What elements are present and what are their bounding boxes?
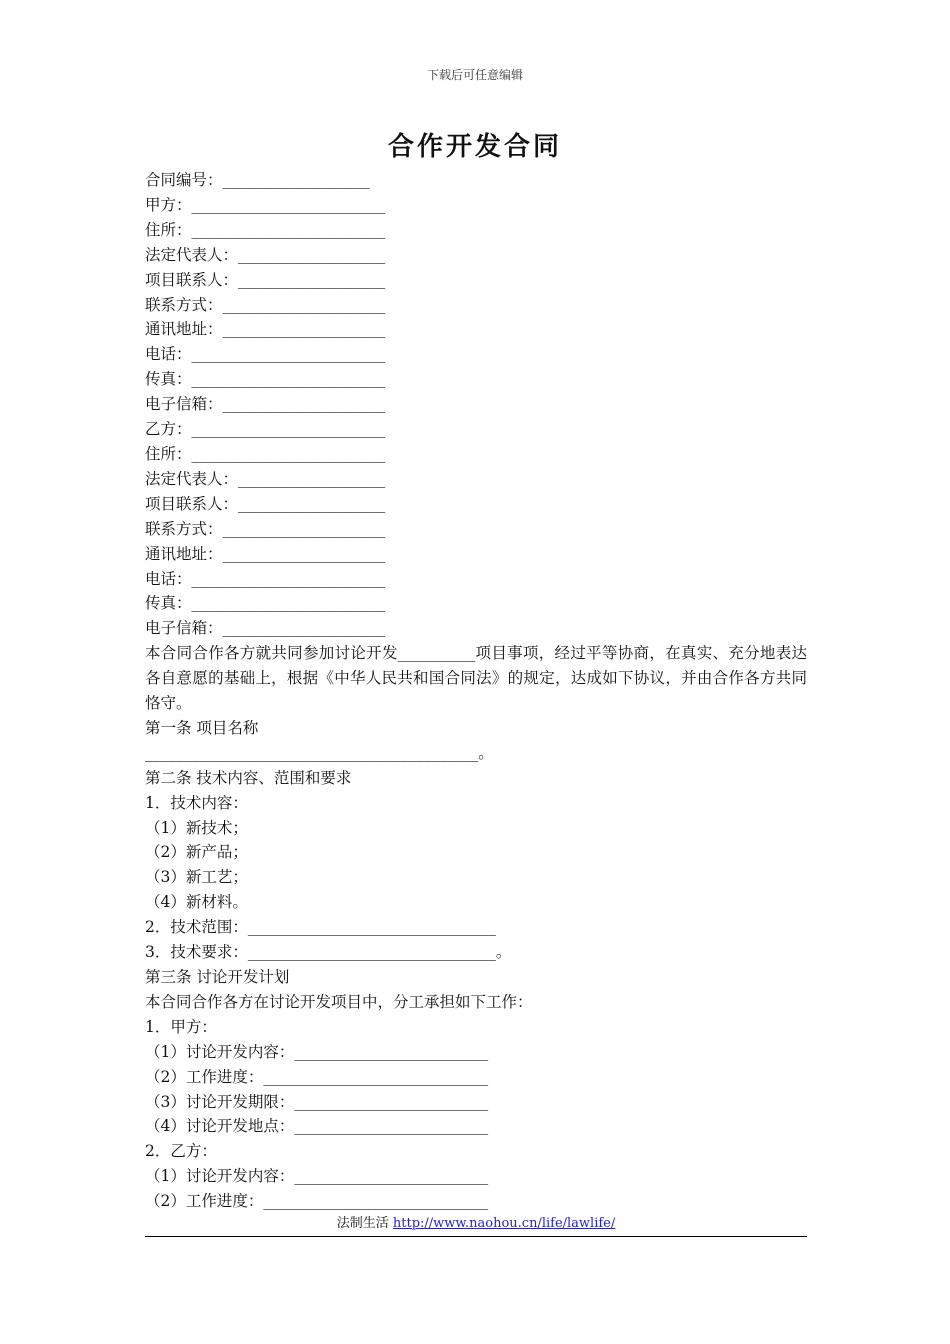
document-line: （3）讨论开发期限：_________________________ [145, 1092, 489, 1111]
document-line: （2）工作进度：_____________________________ [145, 1067, 489, 1086]
document-line: 1．技术内容： [145, 793, 248, 812]
document-line: （2）新产品； [145, 843, 248, 862]
document-line: 第一条 项目名称 [145, 718, 259, 737]
document-line: 电话：_________________________ [145, 345, 386, 364]
document-line: 法定代表人：___________________ [145, 245, 386, 264]
document-line: 电子信箱：_____________________ [145, 619, 386, 638]
document-line: 传真：_________________________ [145, 594, 386, 613]
document-line: 电子信箱：_____________________ [145, 395, 386, 414]
document-line: 法定代表人：___________________ [145, 469, 386, 488]
document-line: 第二条 技术内容、范围和要求 [145, 768, 352, 787]
document-line: 项目联系人：___________________ [145, 494, 386, 513]
document-line: 3．技术要求：________________________________。 [145, 943, 512, 962]
document-line: （1）新技术； [145, 818, 248, 837]
document-line: 通讯地址：_____________________ [145, 544, 386, 563]
document-line: 1．甲方： [145, 1017, 217, 1036]
document-line: 2．乙方： [145, 1142, 217, 1161]
document-line: （2）工作进度：_____________________________ [145, 1192, 489, 1211]
document-line: （4）新材料。 [145, 893, 248, 912]
document-line: 项目联系人：___________________ [145, 270, 386, 289]
document-line: 联系方式：_____________________ [145, 295, 386, 314]
document-line: 通讯地址：_____________________ [145, 320, 386, 339]
document-line: 住所：_________________________ [145, 220, 386, 239]
party-info [145, 168, 807, 641]
document-line: 合同编号：___________________ [145, 171, 370, 189]
document-line: 电话：_________________________ [145, 569, 386, 588]
document-line: （1）讨论开发内容：_________________________ [145, 1167, 489, 1186]
document-line: （3）新工艺； [145, 868, 248, 887]
footer [145, 1214, 807, 1237]
contract-clauses [145, 716, 807, 1214]
document-line: 联系方式：_____________________ [145, 519, 386, 538]
document-title: 合作开发合同 [387, 132, 562, 162]
intro-paragraph: 本合同合作各方就共同参加讨论开发__________项目事项，经过平等协商，在真实、充分地表达各自意愿的基础上，根据《中华人民共和国合同法》的规定，达成如下协议，并由合作各方共同恪守。 [145, 644, 807, 713]
document-line: 住所：_________________________ [145, 444, 386, 463]
contract-body [145, 168, 807, 1214]
document-line: 2．技术范围：________________________________ [145, 918, 496, 937]
header-note: 下载后可任意编辑 [426, 68, 523, 82]
document-line: 乙方：_________________________ [145, 420, 386, 439]
document-line: 本合同合作各方在讨论开发项目中，分工承担如下工作： [145, 992, 533, 1011]
document-line: 第三条 讨论开发计划 [145, 968, 290, 986]
document-line: （4）讨论开发地点：_________________________ [145, 1117, 489, 1136]
document-line: 甲方：_________________________ [145, 195, 386, 214]
document-line: ___________________________________________。 [145, 743, 494, 762]
document-line: 传真：_________________________ [145, 370, 386, 389]
document-line: （1）讨论开发内容：_________________________ [145, 1042, 489, 1061]
footer-label: 法制生活 [336, 1216, 389, 1231]
footer-link[interactable]: http://www.naohou.cn/life/lawlife/ [392, 1216, 616, 1231]
